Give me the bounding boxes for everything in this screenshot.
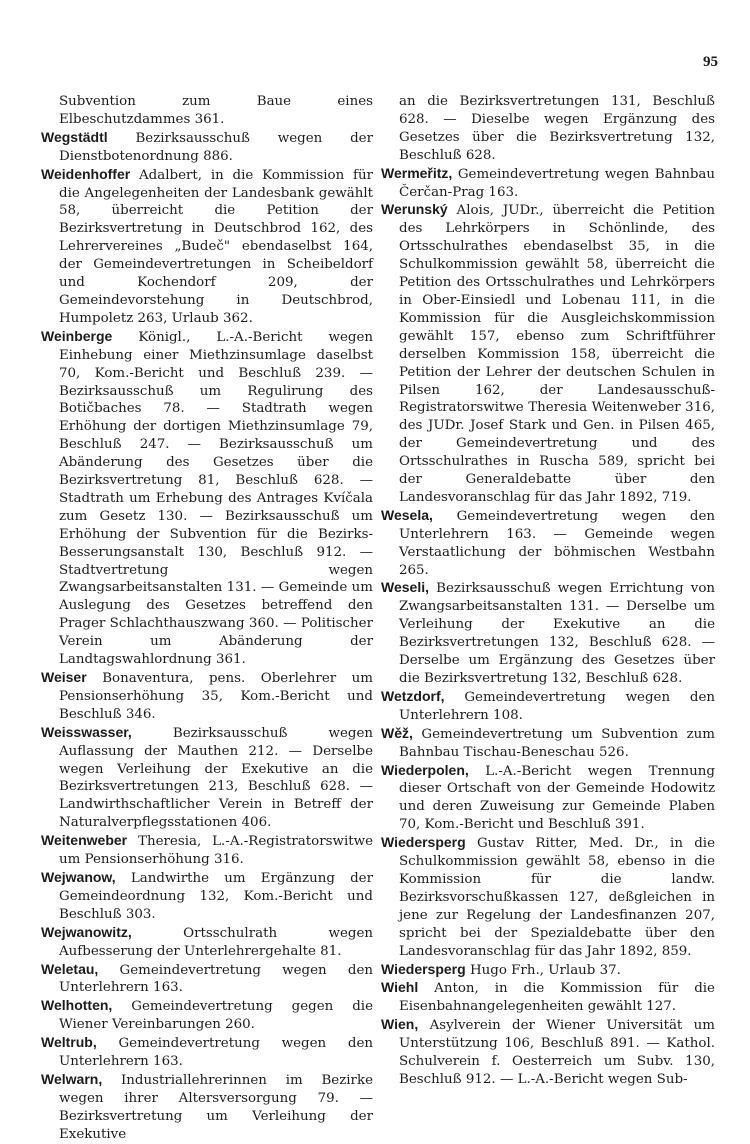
entry-heading: Weletau, <box>41 960 99 977</box>
index-entry <box>41 724 373 832</box>
entry-text: Gemeindevertretung wegen Bahnbau Čerčan-Prag 163. <box>399 166 716 200</box>
index-entry <box>381 1016 715 1089</box>
entry-heading: Weltrub, <box>41 1034 97 1051</box>
index-entry <box>41 1071 373 1144</box>
entry-heading: Welhotten, <box>41 997 113 1014</box>
entry-heading: Wiehl <box>381 979 419 996</box>
entry-text: Gemeindevertretung wegen den Unterlehrern 163. <box>59 1036 373 1070</box>
entry-text: Bezirksausschuß wegen der Dienstbotenordnung 886. <box>59 130 373 164</box>
index-entry <box>41 328 373 669</box>
entry-text: Gemeindevertretung wegen den Unterlehrern 163. — Gemeinde wegen Verstaatlichung der böhmischen Westbahn 265. <box>399 508 715 578</box>
entry-heading: Wiedersperg <box>381 834 466 851</box>
entry-text: Asylverein der Wiener Universität um Unterstützung 106, Beschluß 891. — Kathol. Schulverein f. Oesterreich um Subv. 130, Beschluß 912. — L.-A.-Bericht wegen Sub- <box>399 1018 715 1087</box>
entry-text: Bonaventura, pens. Oberlehrer um Pensionserhöhung 35, Kom.-Bericht und Beschluß 346. <box>59 671 373 722</box>
entry-heading: Wesela, <box>381 506 433 523</box>
entry-text: Industriallehrerinnen im Bezirke wegen ihrer Altersversorgung 79. — Bezirksvertretung um Verleihung der Exekutive <box>59 1072 373 1142</box>
entry-text: Theresia, L.-A.-Registratorswitwe um Pensionserhöhung 316. <box>59 834 373 868</box>
entry-text: Landwirthe um Ergänzung der Gemeindeordnung 132, Kom.-Bericht und Beschluß 303. <box>59 870 373 922</box>
page-number: 95 <box>703 54 718 70</box>
index-entry <box>381 507 715 580</box>
index-entry <box>381 92 715 165</box>
index-entry <box>41 961 373 998</box>
entry-text: Subvention zum Baue eines Elbeschutzdammes 361. <box>59 94 373 127</box>
index-column-right <box>381 92 715 1089</box>
index-entry <box>381 762 715 835</box>
entry-text: Ortsschulrath wegen Aufbesserung der Unterlehrergehalte 81. <box>59 925 373 959</box>
entry-text: Gemeindevertretung um Subvention zum Bahnbau Tischau-Beneschau 526. <box>399 726 715 760</box>
index-entry <box>41 869 373 924</box>
entry-text: Anton, in die Kommission für die Eisenbahnangelegenheiten gewählt 127. <box>399 981 715 1015</box>
entry-text: Gemeindevertretung wegen den Unterlehrern 163. <box>59 962 373 996</box>
entry-heading: Weitenweber <box>41 832 128 849</box>
entry-heading: Wěž, <box>381 724 413 741</box>
index-entry <box>381 834 715 960</box>
index-entry <box>41 832 373 869</box>
entry-heading: Welwarn, <box>41 1070 103 1087</box>
index-entry <box>381 961 715 980</box>
entry-heading: Weidenhoffer <box>41 165 131 182</box>
entry-text: Bezirksausschuß wegen Errichtung von Zwangsarbeitsanstalten 131. — Derselbe um Verleihung der Exekutive an die Bezirksvertretungen 132, Beschluß 628. — Derselbe um Ergänzung des Gesetzes über die Bezirksvertretung 132, Beschluß 628. <box>399 581 715 686</box>
index-entry <box>41 997 373 1034</box>
entry-heading: Wejwanowitz, <box>41 923 132 940</box>
entry-text: Gemeindevertretung wegen den Unterlehrern 108. <box>399 689 715 723</box>
entry-heading: Wien, <box>381 1016 419 1033</box>
entry-heading: Werunský <box>381 201 448 218</box>
entry-heading: Wetzdorf, <box>381 687 445 704</box>
entry-text: an die Bezirksvertretungen 131, Beschluß 628. — Dieselbe wegen Ergänzung des Gesetzes über die Bezirksvertretung 132, Beschluß 628. <box>399 94 715 163</box>
index-entry <box>381 579 715 687</box>
index-entry <box>41 924 373 961</box>
entry-text: Königl., L.-A.-Bericht wegen Einhebung einer Miethzinsumlage daselbst 70, Kom.-Bericht und Beschluß 239. — Bezirksausschuß um Regulirung des Botičbaches 78. — Stadtrath wegen Erhöhung der dortigen Miethzinsumlage 79, Beschluß 247. — Bezirksausschuß um Abänderung des Gesetzes über die Bezirksvertretung 81, Beschluß 628. — Stadtrath um Erhebung des Antrages Kvíčala zum Gesetz 130. — Bezirksausschuß um Erhöhung der Subvention für die Bezirks-Besserungsanstalt 130, Beschluß 912. — Stadtvertretung wegen Zwangsarbeitsanstalten 131. — Gemeinde um Auslegung des Gesetzes betreffend den Prager Schlachthauszwang 360. — Politischer Verein um Abänderung der Landtagswahlordnung 361. <box>59 329 373 668</box>
index-entry <box>41 669 373 724</box>
entry-text: Alois, JUDr., überreicht die Petition des Lehrkörpers in Schönlinde, des Ortsschulrathes ebendaselbst 35, in die Schulkommission gewählt 58, überreicht die Petition des Ortsschulrathes und Lehrkörpers in Ober-Einsiedl und Lobenau 111, in die Kommission für die Ausgleichskommission gewählt 157, ebenso zum Schriftführer derselben Kommission 158, überreicht die Petition der Lehrer der deutschen Schulen in Pilsen 162, der Landesausschuß-Registratorswitwe Theresia Weitenweber 316, des JUDr. Josef Stark und Gen. in Pilsen 465, der Gemeindevertretung und des Ortsschulrathes in Ruscha 589, spricht bei der Generaldebatte über den Landesvoranschlag für das Jahr 1892, 719. <box>399 203 716 505</box>
entry-heading: Wiederpolen, <box>381 761 469 778</box>
entry-heading: Weinberge <box>41 327 113 344</box>
entry-heading: Wejwanow, <box>41 868 116 885</box>
entry-text: Adalbert, in die Kommission für die Angelegenheiten der Landesbank gewählt 58, überreicht die Petition der Bezirksvertretung in Deutschbrod 162, des Lehrervereines „Budeč" ebendaselbst 164, der Gemeindevertretungen in Scheibeldorf und Kochendorf 209, der Gemeindevorstehung in Deutschbrod, Humpoletz 263, Urlaub 362. <box>59 167 373 326</box>
entry-heading: Weisswasser, <box>41 723 132 740</box>
index-entry <box>41 166 373 328</box>
entry-text: Gemeindevertretung gegen die Wiener Vereinbarungen 260. <box>59 999 373 1033</box>
index-column-left <box>41 92 373 1144</box>
index-entry <box>381 979 715 1016</box>
index-entry <box>381 201 715 506</box>
entry-heading: Wegstädtl <box>41 128 108 145</box>
entry-text: Gustav Ritter, Med. Dr., in die Schulkommission gewählt 58, ebenso in die Kommission für die landw. Bezirksvorschußkassen 127, deßgleichen in jene zur Regelung der Landesfinanzen 207, spricht bei der Spezialdebatte über den Landesvoranschlag für das Jahr 1892, 859. <box>399 836 715 959</box>
entry-heading: Wiedersperg <box>381 960 466 977</box>
entry-heading: Wermeřitz, <box>381 164 453 181</box>
entry-text: L.-A.-Bericht wegen Trennung dieser Ortschaft von der Gemeinde Hodowitz und deren Zuweisung zur Gemeinde Plaben 70, Kom.-Bericht und Beschluß 391. <box>399 763 715 833</box>
entry-heading: Weiser <box>41 669 87 685</box>
index-entry <box>381 165 715 202</box>
index-entry <box>381 688 715 725</box>
entry-heading: Weseli, <box>381 579 429 596</box>
index-entry <box>41 92 373 129</box>
index-entry <box>41 129 373 166</box>
index-entry <box>41 1034 373 1071</box>
entry-text: Hugo Frh., Urlaub 37. <box>469 962 621 978</box>
index-entry <box>381 725 715 762</box>
entry-text: Bezirksausschuß wegen Auflassung der Mauthen 212. — Derselbe wegen Verleihung der Exekutive an die Bezirksvertretungen 213, Beschluß 628. — Landwirthschaftlicher Verein in Betreff der Naturalverpflegsstationen 406. <box>59 725 373 831</box>
